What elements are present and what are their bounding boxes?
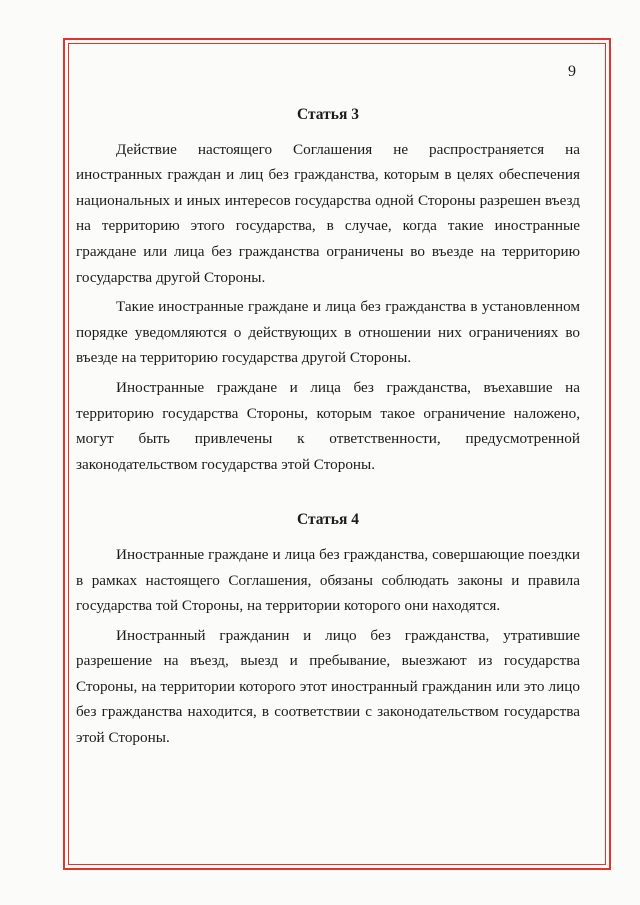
document-body (76, 102, 580, 755)
paragraph: Иностранный гражданин и лицо без гражданства, утратившие разрешение на въезд, выезд и пребывание, выезжают из государства Стороны, на территории которого этот иностранный гражданин или это лицо без гражданства находится, в соответствии с законодательством государства этой Стороны. (76, 626, 580, 747)
paragraph: Иностранные граждане и лица без гражданства, въехавшие на территорию государства Стороны, которым такое ограничение наложено, могут быть привлечены к ответственности, предусмотренной законодательством государства этой Стороны. (76, 378, 580, 473)
page-number: 9 (568, 63, 576, 80)
paragraph: Иностранные граждане и лица без гражданства, совершающие поездки в рамках настоящего Соглашения, обязаны соблюдать законы и правила государства той Стороны, на территории которого они находятся. (76, 545, 580, 615)
paragraph: Действие настоящего Соглашения не распространяется на иностранных граждан и лиц без гражданства, которым в целях обеспечения национальных и иных интересов государства одной Стороны разрешен въезд на территорию этого государства, в случае, когда такие иностранные граждане или лица без гражданства ограничены во въезде на территорию государства другой Стороны. (76, 140, 580, 286)
article-heading: Статья 4 (297, 511, 359, 529)
paragraph: Такие иностранные граждане и лица без гражданства в установленном порядке уведомляются о действующих в отношении них ограничениях во въезде на территорию государства другой Стороны. (76, 298, 580, 367)
article-3 (76, 102, 580, 477)
article-4 (76, 507, 580, 750)
article-heading: Статья 3 (297, 106, 359, 123)
